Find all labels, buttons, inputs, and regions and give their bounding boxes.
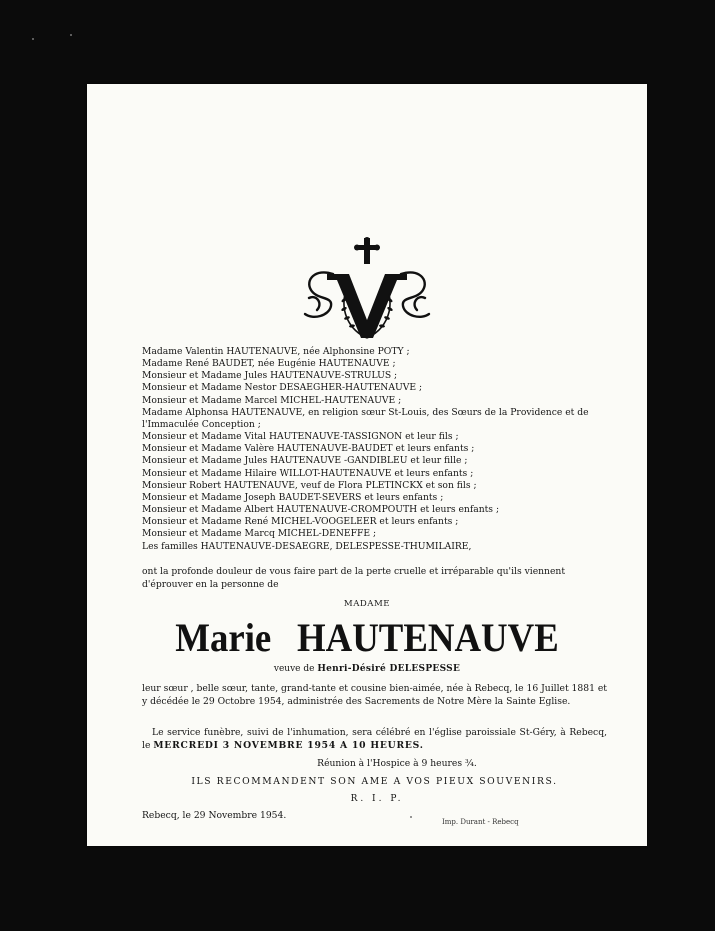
family-line: Monsieur et Madame Vital HAUTENAUVE-TASSIGNON et leur fils ; <box>142 431 459 443</box>
title-madame: MADAME <box>343 599 391 609</box>
family-line: Monsieur et Madame Joseph BAUDET-SEVERS et leurs enfants ; <box>142 491 444 503</box>
family-line: Monsieur et Madame Valère HAUTENAUVE-BAUDET et leurs enfants ; <box>142 443 475 455</box>
family-list <box>142 346 612 553</box>
widow-prefix: veuve de <box>273 664 315 674</box>
family-line: Monsieur et Madame Jules HAUTENAUVE-STRULUS ; <box>142 370 398 382</box>
recommendation-line: ILS RECOMMANDENT SON AME A VOS PIEUX SOUVENIRS. <box>191 776 558 787</box>
family-line: Monsieur Robert HAUTENAUVE, veuf de Flora PLETINCKX et son fils ; <box>142 479 477 491</box>
service-datetime: MERCREDI 3 NOVEMBRE 1954 A 10 HEURES. <box>153 740 424 752</box>
family-line: Monsieur et Madame Nestor DESAEGHER-HAUTENAUVE ; <box>142 382 423 394</box>
deceased-first-name: Marie <box>175 615 272 660</box>
reunion-line: Réunion à l'Hospice à 9 heures ¾. <box>317 758 477 769</box>
service-text: Le service funèbre, suivi de l'inhumation, sera célébré en l'église paroissiale St-Géry, à Rebecq, le <box>142 727 607 752</box>
family-line: Monsieur et Madame René MICHEL-VOOGELEER et leurs enfants ; <box>142 516 459 528</box>
dust-speck <box>32 38 34 40</box>
deceased-last-name: HAUTENAUVE <box>297 615 559 660</box>
family-line: Monsieur et Madame Hilaire WILLOT-HAUTENAUVE et leurs enfants ; <box>142 467 474 479</box>
family-line: Les familles HAUTENAUVE-DESAEGRE, DELESPESSE-THUMILAIRE, <box>142 540 472 552</box>
family-line: Monsieur et Madame Marcq MICHEL-DENEFFE ; <box>142 528 377 540</box>
family-line: Madame Valentin HAUTENAUVE, née Alphonsine POTY ; <box>142 346 410 357</box>
rip-line: R. I. P. <box>350 794 404 804</box>
dust-speck <box>410 816 412 818</box>
family-line: Monsieur et Madame Jules HAUTENAUVE -GANDIBLEU et leur fille ; <box>142 455 468 467</box>
widow-line <box>87 664 647 674</box>
monogram-emblem-icon <box>297 234 437 354</box>
biography-paragraph: leur sœur , belle sœur, tante, grand-tante et cousine bien-aimée, née à Rebecq, le 16 Juillet 1881 et y décédée le 29 Octobre 1954, administrée des Sacrements de Notre Mère la Sainte Eglise. <box>142 683 607 708</box>
place-date-line: Rebecq, le 29 Novembre 1954. <box>142 810 287 821</box>
family-line: Monsieur et Madame Marcel MICHEL-HAUTENAUVE ; <box>142 394 402 406</box>
funeral-notice-card <box>87 84 647 846</box>
family-line: Madame Alphonsa HAUTENAUVE, en religion sœur St-Louis, des Sœurs de la Providence et de l'Immaculée Conception ; <box>142 406 589 430</box>
service-paragraph <box>142 726 607 752</box>
intro-paragraph: ont la profonde douleur de vous faire part de la perte cruelle et irréparable qu'ils viennent d'éprouver en la personne de <box>142 566 566 590</box>
family-line: Monsieur et Madame Albert HAUTENAUVE-CROMPOUTH et leurs enfants ; <box>142 504 500 516</box>
husband-name: Henri-Désiré DELESPESSE <box>317 664 461 674</box>
deceased-name <box>109 616 624 660</box>
dust-speck <box>70 34 72 36</box>
family-line: Madame René BAUDET, née Eugénie HAUTENAUVE ; <box>142 358 396 370</box>
printer-credit: Imp. Durant - Rebecq <box>442 818 519 826</box>
